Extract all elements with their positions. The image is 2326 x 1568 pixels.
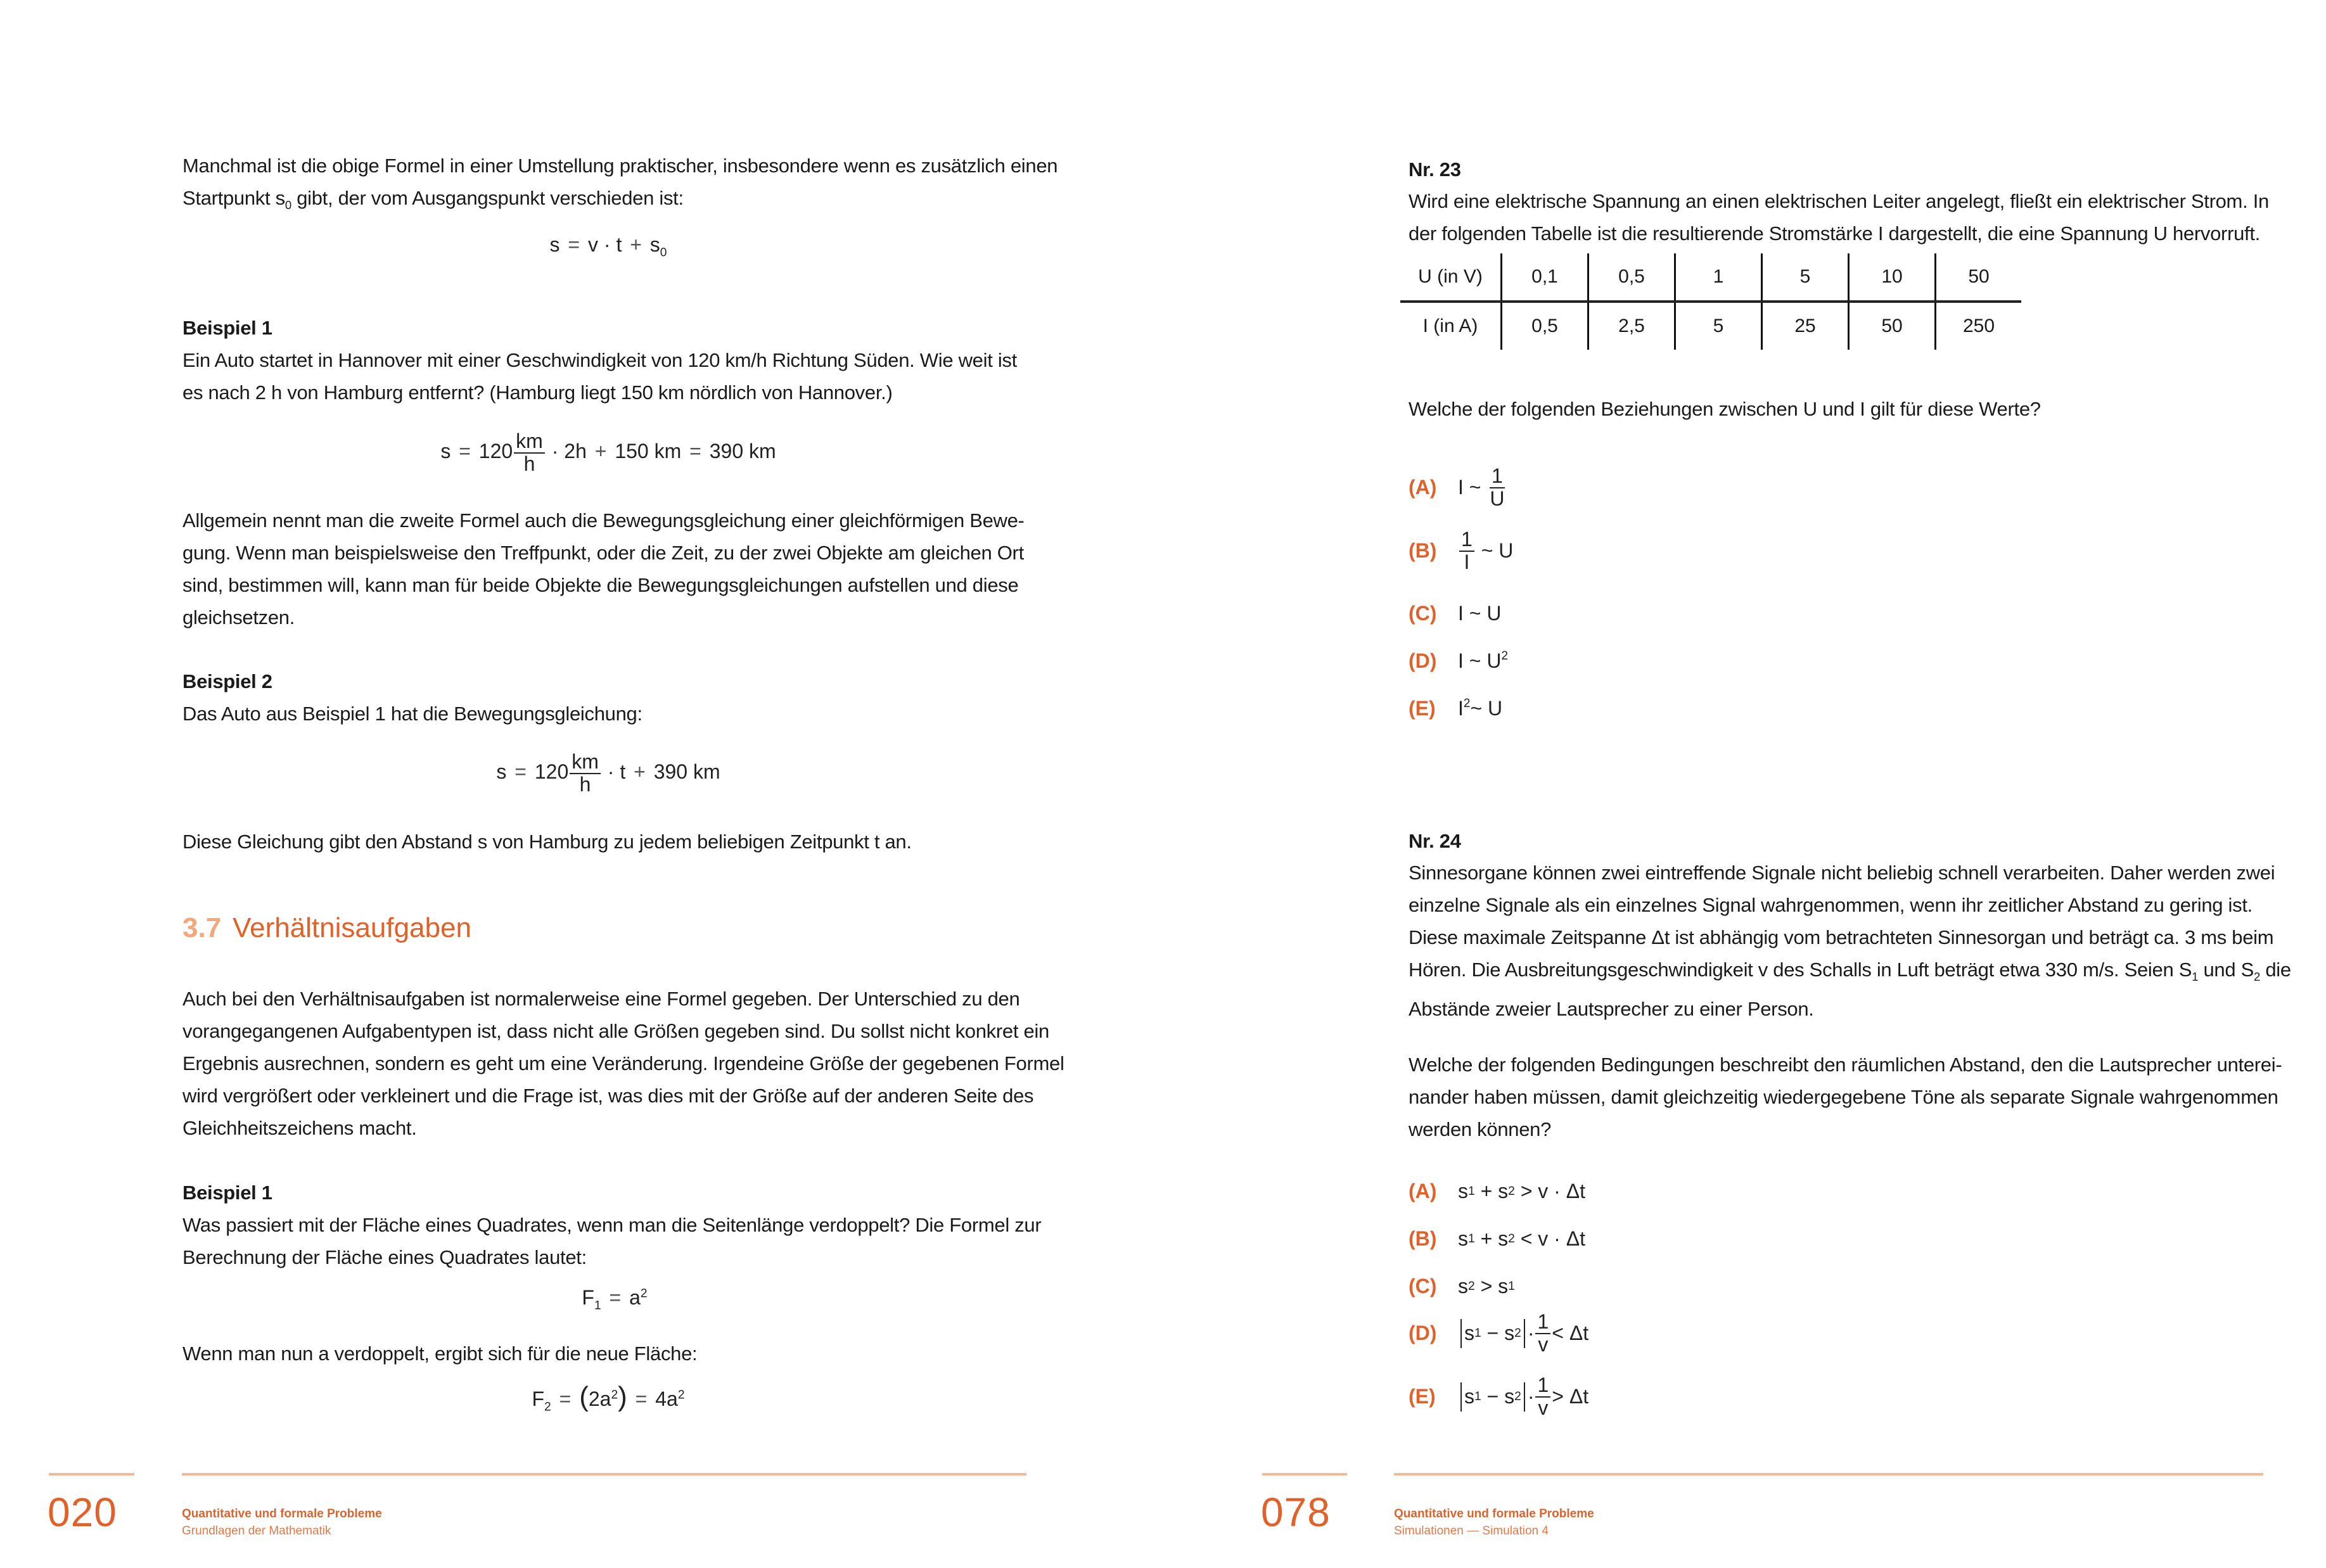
text-line: Auch bei den Verhältnisaufgaben ist normalerweise eine Formel gegeben. Der Unterschied zu den [182, 988, 1020, 1010]
formula-term: Δt [1569, 1385, 1589, 1408]
formula-term: I ~ U [1458, 649, 1502, 672]
text-line: Abstände zweier Lautsprecher zu einer Person. [1409, 998, 1814, 1021]
intro-line-2b: gibt, der vom Ausgangspunkt verschieden ist: [291, 187, 684, 209]
text-line: Ergebnis ausrechnen, sondern es geht um eine Veränderung. Irgendeine Größe der gegebenen Formel [182, 1052, 1064, 1074]
equals-sign: = [514, 760, 527, 784]
text-line: sind, bestimmen will, kann man für beide Objekte die Bewegungsgleichungen aufstellen und diese [182, 574, 1019, 596]
table-cell: 10 [1849, 253, 1936, 302]
text-line: Berechnung der Fläche eines Quadrates lautet: [182, 1246, 587, 1268]
formula-term: 390 km [709, 440, 776, 463]
table-cell: 50 [1849, 302, 1936, 350]
numerator: 1 [1459, 529, 1474, 552]
formula-term: 390 km [653, 760, 720, 784]
superscript: 2 [1463, 697, 1471, 710]
plus-sign: + [594, 440, 607, 463]
option-label: (B) [1409, 539, 1437, 563]
option-label: (C) [1409, 602, 1437, 625]
q23-option-c[interactable] [1409, 602, 1501, 625]
option-expression [1458, 529, 1513, 573]
option-expression: I ~ U [1458, 602, 1502, 625]
q24-heading: Nr. 24 [1409, 830, 1461, 852]
q23-question: Welche der folgenden Beziehungen zwischen U und I gilt für diese Werte? [1409, 398, 2041, 420]
abs-bar [1460, 1382, 1462, 1412]
table-cell: 1 [1675, 253, 1762, 302]
table-row-header: I (in A) [1422, 316, 1478, 336]
subscript: 0 [660, 246, 667, 260]
table-cell: 0,1 [1502, 253, 1588, 302]
denominator: U [1490, 487, 1505, 510]
example-2-conclusion: Diese Gleichung gibt den Abstand s von Hamburg zu jedem beliebigen Zeitpunkt t an. [182, 831, 912, 853]
q23-heading: Nr. 23 [1409, 158, 1461, 181]
text-line: gung. Wenn man beispielsweise den Treffpunkt, oder die Zeit, zu der zwei Objekte am gleichen Ort [182, 542, 1024, 564]
q24-text [1409, 857, 2296, 1025]
table-cell: 25 [1762, 302, 1849, 350]
denominator: h [523, 452, 535, 475]
q23-option-d[interactable] [1409, 649, 1508, 673]
text-line: der folgenden Tabelle ist die resultierende Stromstärke I dargestellt, die eine Spannung U hervorruft. [1409, 222, 2260, 245]
example-2-text: Das Auto aus Beispiel 1 hat die Bewegungsgleichung: [182, 703, 642, 725]
option-label: (E) [1409, 1385, 1436, 1408]
abs-bar [1460, 1319, 1462, 1348]
text-line: und S [2198, 959, 2254, 981]
subscript: 2 [544, 1400, 551, 1414]
footer-subtitle: Grundlagen der Mathematik [182, 1524, 331, 1538]
table-cell: 0,5 [1502, 302, 1588, 350]
subscript: 2 [2253, 970, 2261, 984]
text-line: Allgemein nennt man die zweite Formel auch die Bewegungsgleichung einer gleichförmigen Bewe- [182, 509, 1025, 532]
option-label: (E) [1409, 697, 1436, 720]
table-cell: 5 [1675, 302, 1762, 350]
text-line: nander haben müssen, damit gleichzeitig wiedergegebene Töne als separate Signale wahrgenommen [1409, 1086, 2278, 1108]
relation: ~ [1469, 476, 1481, 499]
plus-sign: + [630, 233, 642, 256]
option-expression [1458, 466, 1507, 509]
formula-term: ~ U [1470, 697, 1503, 720]
formula-term: s [496, 760, 507, 784]
text-line: einzelne Signale als ein einzelnes Signal wahrgenommen, wenn ihr zeitlicher Abstand zu gering ist. [1409, 894, 2253, 916]
option-label: (C) [1409, 1275, 1437, 1297]
text-line: Gleichheitszeichens macht. [182, 1117, 417, 1139]
footer-title: Quantitative und formale Probleme [1394, 1507, 1594, 1520]
table-cell: 0,5 [1588, 253, 1675, 302]
numerator: km [514, 431, 545, 454]
section-title: Verhältnisaufgaben [233, 912, 471, 943]
option-expression: s 2 > s 1 [1458, 1275, 1515, 1297]
q23-text [1409, 185, 2296, 250]
table-cell: 250 [1936, 302, 2022, 350]
relation: > [1520, 1180, 1533, 1202]
fraction [1459, 529, 1474, 573]
example-3-line-after: Wenn man nun a verdoppelt, ergibt sich für die neue Fläche: [182, 1342, 698, 1365]
subscript: 1 [594, 1299, 601, 1313]
table-row-header: U (in V) [1400, 253, 1502, 302]
formula-term: v · t [588, 233, 622, 256]
option-expression: s 1 + s 2 > v · Δt [1458, 1180, 1585, 1202]
numerator: 1 [1490, 466, 1505, 488]
table-cell: 2,5 [1588, 302, 1675, 350]
footer-rule-long [1394, 1473, 2263, 1476]
paren: ( [579, 1381, 589, 1412]
page-number: 078 [1261, 1489, 1331, 1535]
option-label: (A) [1409, 1180, 1437, 1202]
footer-subtitle: Simulationen — Simulation 4 [1394, 1524, 1549, 1538]
intro-line-2a: Startpunkt s [182, 187, 285, 209]
abs-bar [1524, 1382, 1525, 1412]
denominator: I [1464, 550, 1470, 573]
superscript: 2 [677, 1388, 685, 1402]
formula-term: I [1458, 697, 1464, 720]
relation: ~ [1481, 539, 1493, 563]
numerator: km [570, 751, 601, 774]
text-line: vorangegangenen Aufgabentypen ist, dass nicht alle Größen gegeben sind. Du sollst nicht konkret ein [182, 1020, 1049, 1042]
text-line: Diese maximale Zeitspanne Δt ist abhängig vom betrachteten Sinnesorgan und beträgt ca. 3 ms beim [1409, 926, 2274, 948]
equals-sign: = [559, 1387, 572, 1410]
section-number: 3.7 [182, 912, 222, 943]
formula-term: 120 [478, 440, 513, 463]
fraction: $\frac{1}{v}$ [1535, 1311, 1550, 1355]
abs-bar [1524, 1319, 1525, 1348]
formula-term: a [629, 1286, 641, 1309]
table-cell: 5 [1762, 253, 1849, 302]
formula-term: s [440, 440, 451, 463]
option-label: (D) [1409, 1322, 1437, 1345]
table-row [1400, 302, 2021, 350]
paren: ) [618, 1381, 627, 1412]
option-label: (D) [1409, 649, 1437, 672]
text-line: es nach 2 h von Hamburg entfernt? (Hamburg liegt 150 km nördlich von Hannover.) [182, 381, 893, 404]
formula-term: v · Δt [1538, 1180, 1585, 1202]
option-expression: s 1 + s 2 < v · Δt [1458, 1227, 1585, 1250]
option-expression: s 1 − s 2 · $\frac{1}{v}$ > Δt [1458, 1375, 1588, 1418]
text-line: wird vergrößert oder verkleinert und die Frage ist, was dies mit der Größe auf der anderen Seite des [182, 1085, 1034, 1107]
formula-term: 120 [534, 760, 569, 784]
text-line: die [2260, 959, 2291, 981]
text-line: Wird eine elektrische Spannung an einen elektrischen Leiter angelegt, fließt ein elektrischer Strom. In [1409, 190, 2269, 212]
table-cell: 50 [1936, 253, 2022, 302]
formula-term: Δt [1569, 1322, 1589, 1345]
q24-option-d[interactable] [1409, 1311, 1588, 1355]
superscript: 2 [611, 1388, 618, 1402]
q23-option-a[interactable] [1409, 466, 1507, 509]
option-expression: s 1 − s 2 · $\frac{1}{v}$ < Δt [1458, 1311, 1588, 1355]
text-line: werden können? [1409, 1118, 1552, 1140]
equals-sign: = [635, 1387, 648, 1410]
text-line: Welche der folgenden Bedingungen beschreibt den räumlichen Abstand, den die Lautsprecher unterei- [1409, 1054, 2282, 1076]
voltage-current-table [1400, 253, 2021, 350]
text-line: Sinnesorgane können zwei eintreffende Signale nicht beliebig schnell verarbeiten. Daher werden zwei [1409, 862, 2275, 884]
q23-option-b[interactable] [1409, 529, 1513, 573]
formula-term: v · Δt [1538, 1227, 1585, 1250]
formula-term: 4a [655, 1387, 678, 1410]
text-line: Hören. Die Ausbreitungsgeschwindigkeit v des Schalls in Luft beträgt etwa 330 m/s. Seien S [1409, 959, 2192, 981]
formula-term: F [582, 1286, 594, 1309]
text-line: gleichsetzen. [182, 606, 295, 628]
relation: > [1552, 1385, 1564, 1408]
q24-option-c[interactable] [1409, 1275, 1515, 1298]
footer-rule-short [1262, 1473, 1347, 1476]
q24-question [1409, 1049, 2296, 1145]
q24-option-b[interactable] [1409, 1227, 1585, 1251]
table-row [1400, 253, 2021, 302]
subscript: 1 [2192, 970, 2199, 984]
relation: < [1520, 1227, 1533, 1250]
option-label: (B) [1409, 1227, 1437, 1250]
option-expression [1458, 697, 1502, 720]
example-3-heading: Beispiel 1 [182, 1182, 272, 1204]
fraction: $\frac{1}{v}$ [1535, 1375, 1550, 1418]
option-expression [1458, 649, 1508, 673]
formula-term: s [549, 233, 560, 256]
subscript: 0 [284, 198, 291, 212]
superscript: 2 [640, 1287, 648, 1301]
formula-term: I [1458, 476, 1464, 499]
formula-term: F [532, 1387, 545, 1410]
formula-term: s [649, 233, 660, 256]
q23-option-e[interactable] [1409, 697, 1502, 720]
denominator: h [579, 772, 591, 796]
text-line: Was passiert mit der Fläche eines Quadrates, wenn man die Seitenlänge verdoppelt? Die Formel zur [182, 1214, 1042, 1236]
footer-title: Quantitative und formale Probleme [182, 1507, 382, 1520]
formula-term: U [1498, 539, 1514, 563]
q24-option-a[interactable] [1409, 1180, 1585, 1203]
option-label: (A) [1409, 476, 1437, 499]
relation: < [1552, 1322, 1564, 1345]
formula-term: 150 km [615, 440, 682, 463]
text-line: Ein Auto startet in Hannover mit einer Geschwindigkeit von 120 km/h Richtung Süden. Wie weit ist [182, 349, 1017, 371]
equals-sign: = [609, 1286, 622, 1309]
superscript: 2 [1501, 649, 1509, 663]
equals-sign: = [459, 440, 471, 463]
formula-term: · 2h [551, 440, 587, 463]
formula-term: 2a [588, 1387, 611, 1410]
equals-sign: = [689, 440, 701, 463]
example-2-heading: Beispiel 2 [182, 670, 272, 692]
intro-line-1: Manchmal ist die obige Formel in einer Umstellung praktischer, insbesondere wenn es zusätzlich einen [182, 155, 1058, 177]
equals-sign: = [568, 233, 580, 256]
formula-term: · t [607, 760, 626, 784]
fraction [1488, 466, 1506, 509]
page-number: 020 [48, 1489, 117, 1535]
example-1-heading: Beispiel 1 [182, 317, 272, 339]
q24-option-e[interactable] [1409, 1375, 1588, 1418]
plus-sign: + [634, 760, 646, 784]
